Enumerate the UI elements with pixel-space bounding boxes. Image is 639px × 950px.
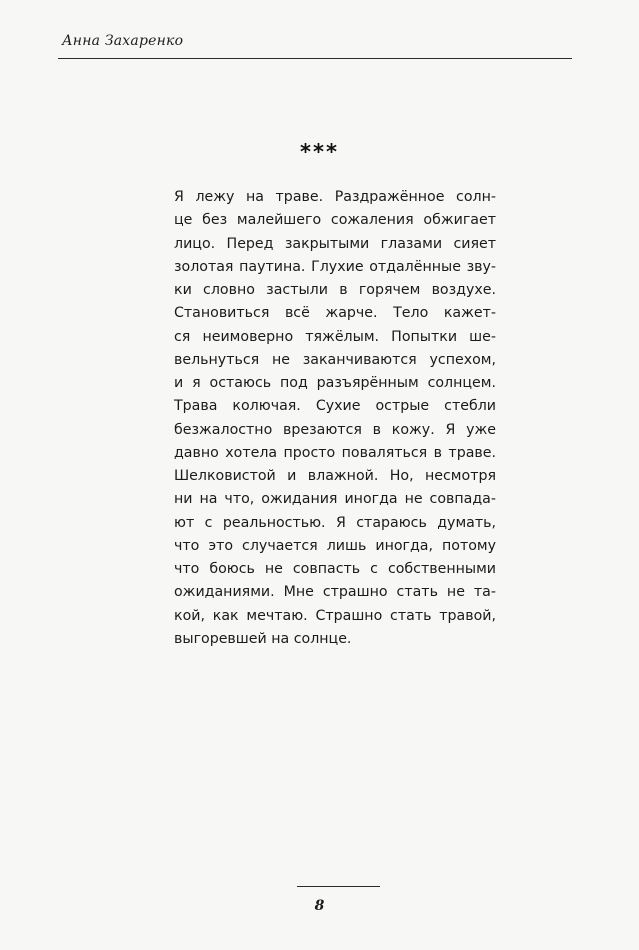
text-line: ки словно застыли в горячем воздухе. <box>174 282 496 298</box>
text-line: что это случается лишь иногда, потому <box>174 537 496 554</box>
text-line: Трава колючая. Сухие острые стебли <box>174 398 496 415</box>
text-line: ся неимоверно тяжёлым. Попытки ше- <box>174 328 496 345</box>
footer-rule <box>297 886 380 887</box>
text-line: что боюсь не совпасть с собственными <box>174 561 496 577</box>
text-line: це без малейшего сожаления обжигает <box>174 212 496 229</box>
text-line: Я лежу на траве. Раздражённое солн- <box>174 189 496 205</box>
text-line: ожиданиями. Мне страшно стать не та- <box>174 584 496 601</box>
section-mark: *** <box>300 140 339 164</box>
body-paragraph <box>174 186 496 651</box>
text-line: выгоревшей на солнце. <box>174 630 352 647</box>
header-rule <box>58 58 572 59</box>
text-line: Становиться всё жарче. Тело кажет- <box>174 305 496 322</box>
text-line: лицо. Перед закрытыми глазами сияет <box>174 235 496 252</box>
text-line: ни на что, ожидания иногда не совпада- <box>174 491 496 508</box>
running-header-author: Анна Захаренко <box>62 33 184 49</box>
text-line: золотая паутина. Глухие отдалённые зву- <box>174 258 496 275</box>
page-number: 8 <box>314 898 325 914</box>
text-line: ют с реальностью. Я стараюсь думать, <box>174 514 496 531</box>
text-line: и я остаюсь под разъярённым солнцем. <box>174 375 496 391</box>
text-line: Шелковистой и влажной. Но, несмотря <box>174 468 496 484</box>
text-line: давно хотела просто поваляться в траве. <box>174 444 496 461</box>
text-line: вельнуться не заканчиваются успехом, <box>174 351 496 368</box>
text-line: безжалостно врезаются в кожу. Я уже <box>174 421 496 438</box>
text-line: кой, как мечтаю. Страшно стать травой, <box>174 607 496 624</box>
